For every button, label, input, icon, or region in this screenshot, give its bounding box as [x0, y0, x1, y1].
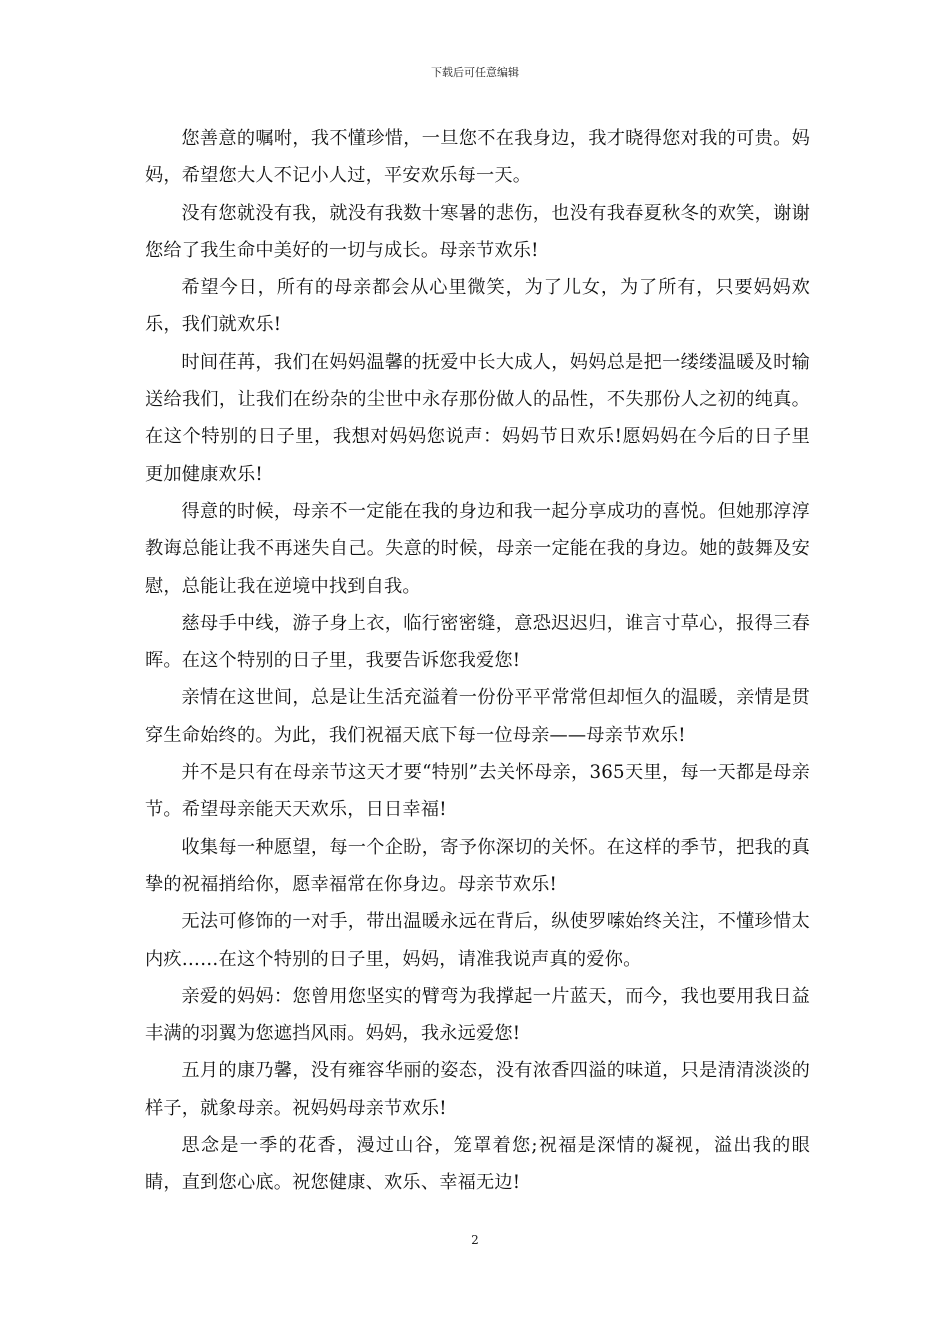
paragraph-7: 亲情在这世间，总是让生活充溢着一份份平平常常但却恒久的温暖，亲情是贯穿生命始终的。为此，我们祝福天底下每一位母亲——母亲节欢乐!	[145, 687, 810, 746]
paragraph-5: 得意的时候，母亲不一定能在我的身边和我一起分享成功的喜悦。但她那淳淳教诲总能让我不再迷失自己。失意的时候，母亲一定能在我的身边。她的鼓舞及安慰，总能让我在逆境中找到自我。	[145, 500, 810, 597]
paragraph-6: 慈母手中线，游子身上衣，临行密密缝，意恐迟迟归，谁言寸草心，报得三春晖。在这个特别的日子里，我要告诉您我爱您!	[145, 612, 810, 672]
paragraph-11: 亲爱的妈妈：您曾用您坚实的臂弯为我撑起一片蓝天，而今，我也要用我日益丰满的羽翼为您遮挡风雨。妈妈，我永远爱您!	[145, 985, 810, 1045]
paragraph-12: 五月的康乃馨，没有雍容华丽的姿态，没有浓香四溢的味道，只是清清淡淡的样子，就象母亲。祝妈妈母亲节欢乐!	[145, 1060, 810, 1119]
paragraph-13: 思念是一季的花香，漫过山谷，笼罩着您;祝福是深情的凝视，溢出我的眼睛，直到您心底。祝您健康、欢乐、幸福无边!	[145, 1135, 810, 1194]
paragraph-9: 收集每一种愿望，每一个企盼，寄予你深切的关怀。在这样的季节，把我的真挚的祝福捎给你，愿幸福常在你身边。母亲节欢乐!	[145, 836, 810, 895]
page-number: 2	[471, 1233, 479, 1247]
paragraph-10: 无法可修饰的一对手，带出温暖永远在背后，纵使罗嗦始终关注，不懂珍惜太内疚……在这个特别的日子里，妈妈，请准我说声真的爱你。	[145, 911, 810, 970]
page-header: 下载后可任意编辑	[431, 66, 519, 79]
paragraph-3: 希望今日，所有的母亲都会从心里微笑，为了儿女，为了所有，只要妈妈欢乐，我们就欢乐!	[145, 277, 810, 336]
paragraph-4: 时间荏苒，我们在妈妈温馨的抚爱中长大成人，妈妈总是把一缕缕温暖及时输送给我们，让我们在纷杂的尘世中永存那份做人的品性，不失那份人之初的纯真。在这个特别的日子里，我想对妈妈您说声：妈妈节日欢乐!愿妈妈在今后的日子里更加健康欢乐!	[145, 351, 810, 485]
paragraph-2: 没有您就没有我，就没有我数十寒暑的悲伤，也没有我春夏秋冬的欢笑，谢谢您给了我生命中美好的一切与成长。母亲节欢乐!	[145, 202, 810, 261]
paragraph-8: 并不是只有在母亲节这天才要“特别”去关怀母亲，365天里，每一天都是母亲节。希望母亲能天天欢乐，日日幸福!	[145, 762, 810, 821]
document-body	[145, 120, 810, 1202]
paragraph-1: 您善意的嘱咐，我不懂珍惜，一旦您不在我身边，我才晓得您对我的可贵。妈妈，希望您大人不记小人过，平安欢乐每一天。	[145, 128, 810, 187]
